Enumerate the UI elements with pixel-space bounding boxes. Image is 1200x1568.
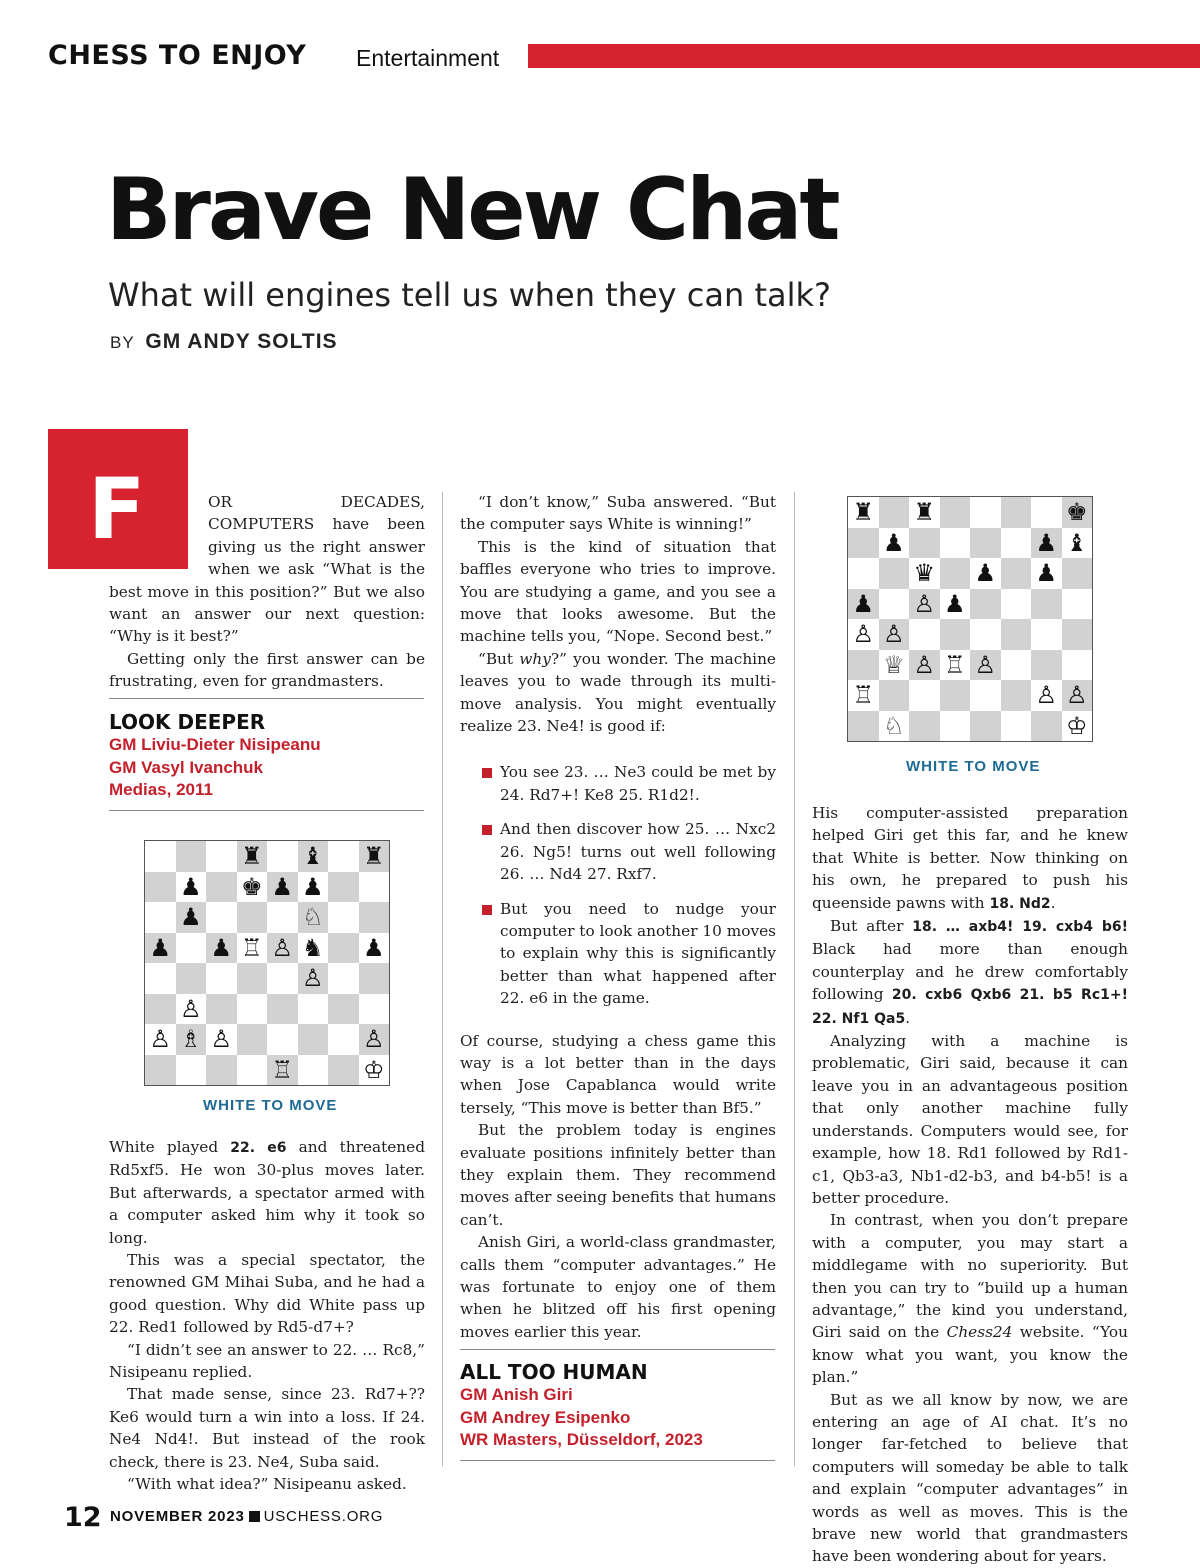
board-square [940,711,971,742]
paragraph: Anish Giri, a world-class grandmaster, calls them “computer advantages.” He was fortunate to enjoy one of them when he blitzed off his first opening moves earlier this year. [460,1233,776,1341]
paragraph: “I didn’t see an answer to 22. … Rc8,” Nisipeanu replied. [109,1340,425,1382]
paragraph [812,915,1128,1030]
bullet-item [460,818,776,885]
board-square [328,963,359,994]
board-square [879,589,910,620]
board-square [879,528,910,559]
footer-issue [110,1508,383,1525]
paragraph: “I don’t know,” Suba answered. “But the computer says White is winning!” [460,493,776,534]
bullet-item [460,761,776,806]
board-square [237,902,268,933]
white-king-icon: ♔ [362,1055,385,1084]
text: “But [478,649,520,668]
board-square [298,902,329,933]
board-square [970,528,1001,559]
byline-by: BY [110,333,135,352]
black-pawn-icon: ♟ [1035,559,1057,588]
white-queen-icon: ♕ [882,650,905,679]
board-square [848,497,879,528]
board-square [267,963,298,994]
white-pawn-icon: ♙ [301,964,324,993]
board-square [970,497,1001,528]
white-pawn-icon: ♙ [1065,681,1088,710]
text: In contrast, when you don’t prepare with a computer, you may start a middlegame with no superiority. But then you can try to “build up a human advantage,” the kind you understand, Giri said on the [812,1211,1128,1342]
black-pawn-icon: ♟ [179,903,202,932]
board-square [1062,558,1093,589]
paragraph [812,802,1128,915]
board-square [359,933,390,964]
look-deeper-title: LOOK DEEPER [109,710,266,734]
white-pawn-icon: ♙ [210,1025,232,1054]
issue-date: NOVEMBER 2023 [110,1508,245,1525]
board-square [1031,619,1062,650]
bullet-marker [482,768,492,778]
paragraph: But as we all know by now, we are entering an age of AI chat. It’s no longer far-fetched to believe that computers will someday be able to talk and explain “computer advantages” in words as well as moves. This is the brave new world that grandmasters have been wondering about for years. [812,1390,1128,1566]
board-square [940,558,971,589]
board-square [1062,497,1093,528]
board-square [328,841,359,872]
bullet-marker [482,905,492,915]
board-square [206,933,237,964]
board-square [909,497,940,528]
move-notation: 18. Nd2 [989,895,1051,912]
board-square [176,872,207,903]
all-too-human-title: ALL TOO HUMAN [460,1360,648,1384]
board-square [1062,680,1093,711]
board-square [328,933,359,964]
black-pawn-icon: ♟ [852,589,874,618]
board-square [1001,711,1032,742]
board-square [359,1055,390,1086]
text: . [905,1008,911,1027]
article-title: Brave New Chat [106,160,838,260]
black-king-icon: ♚ [240,872,263,901]
text: ?” you wonder. The machine leaves you to wade through its multi-move analysis. You might eventually realize 23. Ne4! is good if: [460,649,776,736]
board-square [206,872,237,903]
bullet-marker [482,825,492,835]
box-rule-top [109,698,424,699]
black-knight-icon: ♞ [301,933,324,962]
board-square [237,1055,268,1086]
black-pawn-icon: ♟ [882,528,905,557]
paragraph: Analyzing with a machine is problematic, Giri said, because it can leave you in an advantageous position that only another machine fully understands. Computers would see, for example, how 18. Rd1 followed by Rd1-c1, Qb3-a3, Nb1-d2-b3, and b4-b5! is a better procedure. [812,1032,1128,1207]
board-square [328,1055,359,1086]
white-rook-icon: ♖ [852,681,874,710]
board-square [145,933,176,964]
column-1-intro [109,491,425,693]
article-deck: What will engines tell us when they can talk? [108,276,831,314]
paragraph: But the problem today is engines evaluate positions infinitely better than they explain them. They recommend moves after seeing benefits that humans can’t. [460,1121,776,1229]
board-square [1001,619,1032,650]
drop-cap-letter: F [88,460,146,558]
white-pawn-icon: ♙ [149,1025,171,1054]
board-square [940,497,971,528]
board-square [909,650,940,681]
board-square [267,994,298,1025]
board-square [1062,528,1093,559]
text: But after [830,917,913,936]
text-italic: Chess24 [946,1323,1013,1342]
board-square [940,528,971,559]
board-square [848,528,879,559]
board-square [1031,711,1062,742]
bullet-text: But you need to nudge your computer to look another 10 moves to explain why this is significantly better than what happened after 22. e6 in the game. [500,899,776,1008]
board-square [940,680,971,711]
column-divider-2 [794,492,795,1466]
board-square [940,619,971,650]
board-square [359,872,390,903]
board-square [940,650,971,681]
box-rule-top [460,1349,775,1350]
board-square [359,902,390,933]
board-square [176,1055,207,1086]
board-square [909,711,940,742]
board-square [298,1024,329,1055]
board-square [1031,558,1062,589]
board-square [176,994,207,1025]
white-pawn-icon: ♙ [913,650,935,679]
bullet-item [460,898,776,1010]
text-italic: why [519,649,551,668]
column-2-body [460,491,776,1343]
chess-diagram-1 [144,840,390,1086]
white-pawn-icon: ♙ [852,620,874,649]
chess-diagram-2 [847,496,1093,742]
black-pawn-icon: ♟ [974,559,996,588]
text: His computer-assisted preparation helped Giri get this far, and he knew that White is better. Now thinking on his own, he prepared to push his queenside pawns with [812,804,1128,912]
board-square [145,1055,176,1086]
white-player: GM Liviu-Dieter Nisipeanu [109,735,321,754]
black-rook-icon: ♜ [362,842,385,871]
header-accent-bar [528,44,1200,68]
board-square [145,963,176,994]
board-square [328,1024,359,1055]
board-square [940,589,971,620]
board-square [970,589,1001,620]
board-square [298,933,329,964]
board-square [298,994,329,1025]
board-square [848,680,879,711]
text: Black had more than enough counterplay and he drew comfortably following [812,940,1128,1004]
black-king-icon: ♚ [1065,498,1088,527]
board-square [206,994,237,1025]
dropcap-spacer [109,491,208,580]
board-square [1001,680,1032,711]
black-pawn-icon: ♟ [179,872,202,901]
board-square [1031,497,1062,528]
board-square [909,558,940,589]
board-square [1062,589,1093,620]
black-bishop-icon: ♝ [301,842,324,871]
board-square [206,1024,237,1055]
board-square [359,1024,390,1055]
white-knight-icon: ♘ [301,903,324,932]
white-pawn-icon: ♙ [974,650,996,679]
board-square [970,558,1001,589]
board-square [237,872,268,903]
board-square [1062,650,1093,681]
black-bishop-icon: ♝ [1065,528,1088,557]
board-square [970,680,1001,711]
board-square [848,711,879,742]
board-square [359,963,390,994]
paragraph: This was a special spectator, the renowned GM Mihai Suba, and he had a good question. Why did White pass up 22. Red1 followed by Rd5-d7+? [109,1251,425,1337]
board-square [206,963,237,994]
board-square [1001,528,1032,559]
board-square [237,933,268,964]
board-square [267,1055,298,1086]
board-square [879,619,910,650]
paragraph [460,648,776,738]
text: . [1050,893,1056,912]
bullet-text: And then discover how 25. … Nxc2 26. Ng5! turns out well following 26. … Nd4 27. Rxf7. [500,820,776,884]
white-king-icon: ♔ [1065,711,1088,740]
board-square [145,994,176,1025]
black-rook-icon: ♜ [852,498,874,527]
box-rule-bottom [460,1460,775,1461]
board-square [1031,589,1062,620]
board-square [176,841,207,872]
section-title: CHESS TO ENJOY [48,40,307,71]
website: USCHESS.ORG [263,1508,384,1525]
black-pawn-icon: ♟ [149,933,171,962]
board-square [909,589,940,620]
move-notation: 18. … axb4! 19. cxb4 b6! [912,919,1128,936]
white-rook-icon: ♖ [271,1055,293,1084]
board-square [145,1024,176,1055]
column-3-body [812,802,1128,1568]
column-divider-1 [442,492,443,1466]
byline [110,330,338,354]
board-square [237,841,268,872]
board-square [1001,589,1032,620]
byline-author: GM ANDY SOLTIS [145,330,338,353]
white-knight-icon: ♘ [882,711,905,740]
black-player: GM Vasyl Ivanchuk [109,757,264,777]
white-pawn-icon: ♙ [362,1025,385,1054]
board-square [328,902,359,933]
paragraph: This is the kind of situation that baffles everyone who tries to improve. You are studying a game, and you see a move that looks awesome. But the machine tells you, “Nope. Second best.” [460,537,776,646]
white-rook-icon: ♖ [943,650,966,679]
text: and threatened Rd5xf5. He won 30-plus moves later. But afterwards, a spectator armed with a computer asked him why it took so long. [109,1138,425,1247]
board-square [879,650,910,681]
board-square [970,711,1001,742]
board-square [176,1024,207,1055]
box-rule-bottom [109,810,424,811]
black-pawn-icon: ♟ [301,872,324,901]
board-square [1031,680,1062,711]
board-square [970,619,1001,650]
board-square [176,963,207,994]
white-pawn-icon: ♙ [271,933,293,962]
board-square [1001,558,1032,589]
white-pawn-icon: ♙ [1035,681,1057,710]
black-rook-icon: ♜ [240,842,263,871]
all-too-human-game-info [460,1384,703,1452]
look-deeper-game-info [109,734,321,802]
board-square [298,963,329,994]
board-square [848,558,879,589]
black-pawn-icon: ♟ [210,933,232,962]
white-bishop-icon: ♗ [179,1025,202,1054]
board-square [176,902,207,933]
intro-paragraph [109,491,425,648]
board-square [328,994,359,1025]
board-square [1001,497,1032,528]
white-pawn-icon: ♙ [179,994,202,1023]
intro-text: OR DECADES, COMPUTERS have been giving us the right answer when we ask “What is the best move in this position?” But we also want an answer our next question: “Why is it best?” [109,493,425,646]
board-square [970,650,1001,681]
white-pawn-icon: ♙ [913,589,935,618]
board-square [206,841,237,872]
board-square [267,902,298,933]
page-number: 12 [64,1502,102,1533]
white-rook-icon: ♖ [240,933,263,962]
board-square [267,933,298,964]
black-pawn-icon: ♟ [362,933,385,962]
board-square [909,619,940,650]
black-pawn-icon: ♟ [1035,528,1057,557]
board-square [909,528,940,559]
board-square [298,841,329,872]
board-square [1062,711,1093,742]
event: Medias, 2011 [109,780,213,799]
board-square [359,994,390,1025]
diagram-2-caption: WHITE TO MOVE [906,758,1041,775]
paragraph: “With what idea?” Nisipeanu asked. [127,1475,407,1494]
paragraph: Of course, studying a chess game this way is a lot better than in the days when Jose Capablanca would write tersely, “This move is better than Bf5.” [460,1031,776,1117]
board-square [145,902,176,933]
board-square [237,1024,268,1055]
footer-square-icon [249,1511,260,1522]
bullet-list [460,761,776,1009]
board-square [848,619,879,650]
board-square [1001,650,1032,681]
board-square [879,680,910,711]
diagram-1-caption: WHITE TO MOVE [203,1097,338,1114]
board-square [267,841,298,872]
move-notation: 22. e6 [230,1140,287,1156]
board-square [909,680,940,711]
board-square [237,994,268,1025]
bullet-text: You see 23. … Ne3 could be met by 24. Rd7+! Ke8 25. R1d2!. [500,763,776,804]
paragraph [109,1136,425,1249]
text: website. “You know what you want, you know the plan.” [812,1323,1128,1387]
board-square [176,933,207,964]
board-square [848,650,879,681]
board-square [1031,528,1062,559]
black-player: GM Andrey Esipenko [460,1407,631,1427]
board-square [1031,650,1062,681]
black-rook-icon: ♜ [913,498,935,527]
board-square [1062,619,1093,650]
board-square [145,841,176,872]
board-square [298,1055,329,1086]
board-square [298,872,329,903]
white-pawn-icon: ♙ [882,620,905,649]
board-square [879,497,910,528]
board-square [879,558,910,589]
column-1-body [109,1136,425,1496]
board-square [237,963,268,994]
intro-paragraph-2: Getting only the first answer can be frustrating, even for grandmasters. [109,649,425,691]
move-notation: 20. cxb6 Qxb6 21. b5 Rc1+! 22. Nf1 Qa5 [812,987,1128,1027]
board-square [267,1024,298,1055]
board-square [879,711,910,742]
black-queen-icon: ♛ [913,559,935,588]
board-square [206,902,237,933]
board-square [267,872,298,903]
board-square [206,1055,237,1086]
paragraph [812,1209,1128,1388]
text: White played [109,1138,231,1156]
paragraph: That made sense, since 23. Rd7+?? Ke6 would turn a win into a loss. If 24. Ne4 Nd4!. But instead of the rook check, there is 23. Ne4, Suba said. [109,1385,425,1471]
board-square [359,841,390,872]
event: WR Masters, Düsseldorf, 2023 [460,1430,703,1449]
board-square [848,589,879,620]
board-square [145,872,176,903]
board-square [328,872,359,903]
black-pawn-icon: ♟ [943,589,966,618]
black-pawn-icon: ♟ [271,872,293,901]
section-subtitle: Entertainment [356,45,500,71]
white-player: GM Anish Giri [460,1385,573,1404]
